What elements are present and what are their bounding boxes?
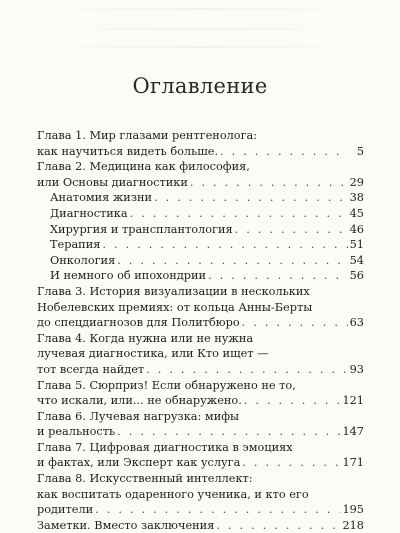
toc-page-number: 38 [349,191,364,205]
toc-entry-text: и реальность [37,425,116,439]
toc-page-number: 121 [342,394,364,408]
toc-leader-dots [154,190,348,206]
toc-leader-dots [117,424,340,440]
toc-page-number: 56 [349,269,364,283]
toc-entry-text: Глава 2. Медицина как философия, [37,160,250,174]
toc-entry[interactable] [37,440,364,471]
toc-page-number: 63 [349,316,364,330]
toc-leader-dots [146,362,347,378]
toc-entry-text: и фактах, или Эксперт как услуга [37,456,241,470]
toc-leader-dots [208,268,348,284]
toc-entry[interactable] [37,253,364,269]
toc-entry-text: Глава 8. Искусственный интеллект: [37,472,253,486]
toc-entry-text: Нобелевских премиях: от кольца Анны-Берты [37,300,313,314]
toc-entry-text: Глава 6. Лучевая нагрузка: мифы [37,409,240,423]
toc-entry[interactable] [37,159,364,190]
toc-page-number: 46 [349,222,364,236]
toc-page-number: 5 [356,144,364,158]
toc-page-number: 54 [349,253,364,267]
toc-entry-text: лучевая диагностика, или Кто ищет — [37,347,269,361]
toc-entry[interactable] [37,378,364,409]
toc-leader-dots [242,315,348,331]
toc-entry-text: Глава 5. Сюрприз! Если обнаружено не то, [37,378,296,392]
toc-page-number: 147 [342,425,364,439]
toc-entry[interactable] [37,128,364,159]
toc-entry-text: или Основы диагностики [37,175,188,189]
bleed-through [40,8,360,10]
toc-entry-text: Хирургия и трансплантология [50,222,233,236]
toc-leader-dots [235,222,348,238]
toc-entry-text: как воспитать одаренного ученика, и кто его [37,487,309,501]
toc-page-number: 93 [349,362,364,376]
toc-page-number: 51 [349,238,364,252]
toc-entry[interactable] [37,206,364,222]
toc-entry-text: И немного об ипохондрии [50,269,207,283]
toc-page-number: 29 [349,175,364,189]
toc-entry-text: Глава 4. Когда нужна или не нужна [37,331,254,345]
toc-entry-text: Диагностика [50,206,128,220]
table-of-contents [37,128,364,533]
toc-entry-text: Анатомия жизни [50,191,153,205]
toc-leader-dots [242,455,340,471]
toc-entry-text: до спецдиагнозов для Политбюро [37,316,240,330]
bleed-through [40,46,360,48]
toc-entry-text: что искали, или... не обнаружено. [37,394,242,408]
toc-entry-text: Онкология [50,253,116,267]
toc-entry-text: Глава 7. Цифровая диагностика в эмоциях [37,440,293,454]
toc-page-number: 45 [349,206,364,220]
toc-leader-dots [216,518,340,533]
toc-entry-text: родители [37,503,94,517]
toc-entry[interactable] [37,222,364,238]
toc-leader-dots [220,144,348,160]
toc-leader-dots [95,502,340,518]
toc-leader-dots [244,393,341,409]
toc-page-number: 171 [342,456,364,470]
toc-entry-text: Глава 3. История визуализации в нескольких [37,284,310,298]
toc-page-number: 195 [342,503,364,517]
toc-leader-dots [102,237,347,253]
toc-entry-text: Заметки. Вместо заключения [37,518,215,532]
toc-entry[interactable] [37,284,364,331]
toc-leader-dots [190,175,348,191]
toc-entry[interactable] [37,409,364,440]
toc-entry[interactable] [37,268,364,284]
toc-entry[interactable] [37,237,364,253]
toc-entry[interactable] [37,331,364,378]
toc-entry-text: Терапия [50,238,101,252]
toc-leader-dots [130,206,348,222]
toc-leader-dots [117,253,347,269]
toc-entry[interactable] [37,471,364,518]
bleed-through [40,28,360,30]
toc-entry[interactable] [37,190,364,206]
toc-entry-text: тот всегда найдет [37,362,145,376]
toc-page-number: 218 [342,518,364,532]
toc-entry[interactable] [37,518,364,533]
toc-entry-text: Глава 1. Мир глазами рентгенолога: [37,129,258,142]
page-title: Оглавление [132,74,268,98]
toc-entry-text: как научиться видеть больше. [37,144,219,158]
